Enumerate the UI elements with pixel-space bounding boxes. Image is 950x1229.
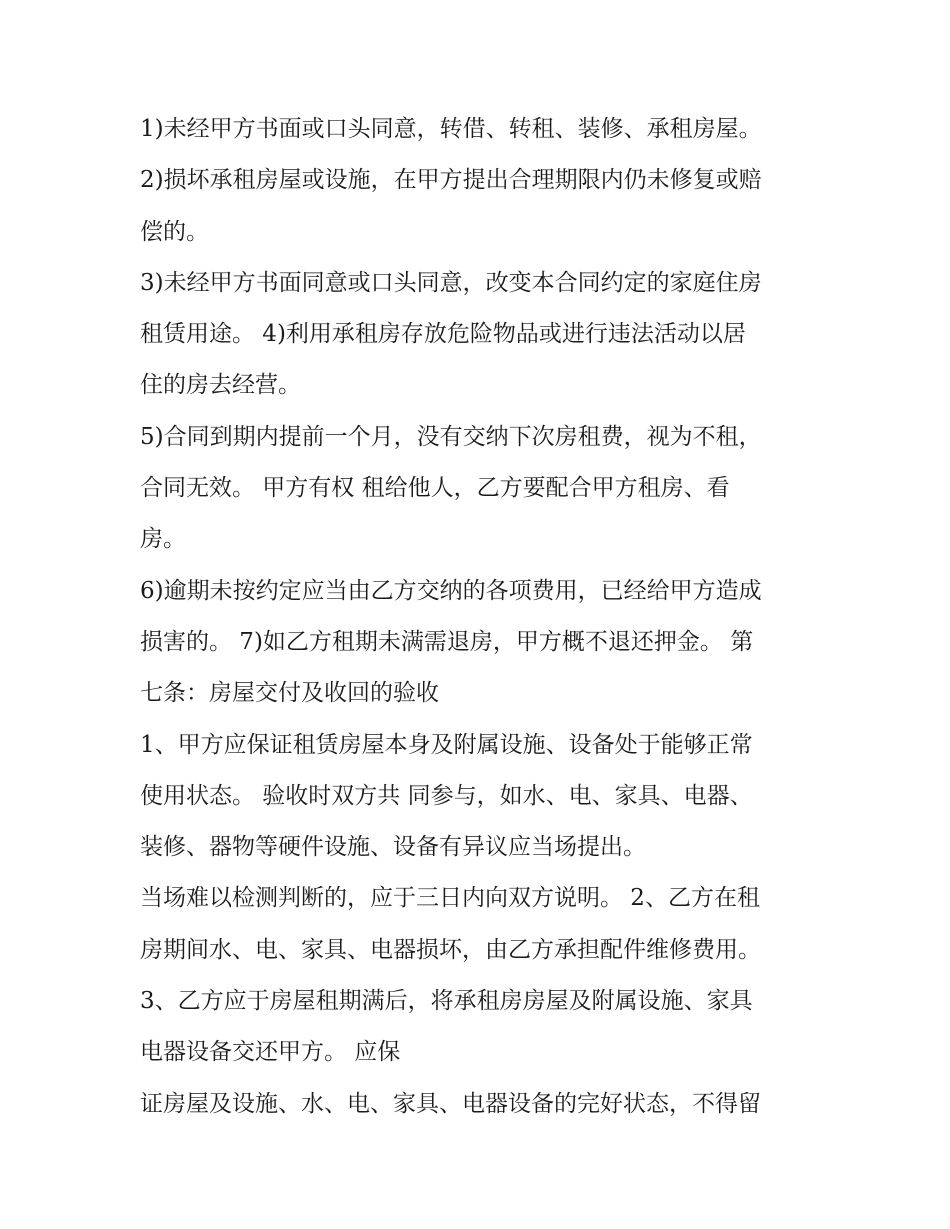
text-line: 偿的。 bbox=[140, 218, 209, 245]
text-line: 房期间水、电、家具、电器损坏，由乙方承担配件维修费用。 bbox=[140, 936, 761, 963]
text-line: 房。 bbox=[140, 526, 186, 553]
text-line: 5)合同到期内提前一个月，没有交纳下次房租费，视为不租， bbox=[140, 423, 762, 450]
text-line: 装修、器物等硬件设施、设备有异议应当场提出。 bbox=[140, 834, 646, 861]
text-line: 使用状态。 验收时双方共 同参与，如水、电、家具、电器、 bbox=[140, 782, 753, 809]
text-line: 3)未经甲方书面同意或口头同意，改变本合同约定的家庭住房 bbox=[140, 269, 762, 296]
text-line: 损害的。 7)如乙方租期未满需退房，甲方概不退还押金。 第 bbox=[140, 628, 754, 655]
contract-text bbox=[140, 104, 820, 1130]
text-line: 2)损坏承租房屋或设施，在甲方提出合理期限内仍未修复或赔 bbox=[140, 167, 762, 194]
text-line: 租赁用途。 4)利用承租房存放危险物品或进行违法活动以居 bbox=[140, 321, 746, 348]
text-line: 住的房去经营。 bbox=[140, 372, 301, 399]
text-line: 3、乙方应于房屋租期满后，将承租房房屋及附属设施、家具 bbox=[140, 988, 753, 1015]
text-line: 证房屋及设施、水、电、家具、电器设备的完好状态，不得留 bbox=[140, 1090, 761, 1117]
text-line: 6)逾期未按约定应当由乙方交纳的各项费用，已经给甲方造成 bbox=[140, 577, 762, 604]
text-line: 1)未经甲方书面或口头同意，转借、转租、装修、承租房屋。 bbox=[140, 116, 762, 142]
text-line: 合同无效。 甲方有权 租给他人，乙方要配合甲方租房、看 bbox=[140, 475, 730, 502]
text-line: 电器设备交还甲方。 应保 bbox=[140, 1039, 401, 1066]
text-line: 1、甲方应保证租赁房屋本身及附属设施、设备处于能够正常 bbox=[140, 731, 753, 758]
section-heading-line: 七条：房屋交付及收回的验收 bbox=[140, 680, 439, 707]
text-line: 当场难以检测判断的，应于三日内向双方说明。 2、乙方在租 bbox=[140, 885, 760, 912]
